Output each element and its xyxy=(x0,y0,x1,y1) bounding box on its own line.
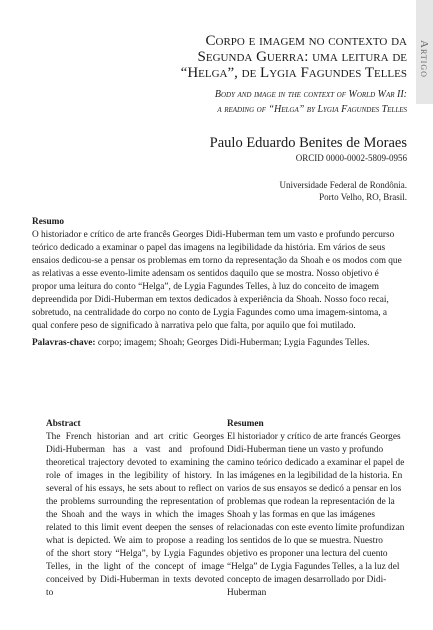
resumen-text: El historiador y crítico de arte francés Georges Didi-Huberman tiene un vasto y profundo camino teórico dedicado a examinar el papel de las imágenes en la legibilidad de la historia. En varios de sus ensayos se dedicó a pensar en los problemas que rodean la representación de la Shoah y las formas en que las imágenes relacionadas con este evento límite profundizan los sentidos de lo que se muestra. Nuestro objetivo es proponer una lectura del cuento “Helga” de Lygia Fagundes Telles, a la luz del concepto de imagen desarrollado por Didi-Huberman xyxy=(227,432,405,598)
keywords-text: corpo; imagem; Shoah; Georges Didi-Huberman; Lygia Fagundes Telles. xyxy=(95,338,370,348)
title-line: Corpo e imagem no contexto da xyxy=(205,33,407,49)
abstract-text: The French historian and art critic Georges Didi-Huberman has a vast and profound theoretical trajectory devoted to examining the role of images in the legibility of history. In several of his essays, he sets about to reflect on the problems surrounding the representation of the Shoah and the ways in which the images related to this limit event deepen the senses of what is depicted. We aim to propose a reading of the short story “Helga”, by Lygia Fagundes Telles, in the light of the concept of image conceived by Didi-Huberman in texts devoted to xyxy=(46,432,224,598)
article-title-english xyxy=(47,87,407,117)
article-section-label: Artigo xyxy=(418,40,430,78)
abstract-heading: Abstract xyxy=(46,419,81,429)
resumo-text: O historiador e crítico de arte francês Georges Didi-Huberman tem um vasto e profundo percurso teórico dedicado a examinar o papel das imagens na legibilidade da história. Em vários de seus ensaios dedicou-se a pensar os problemas em torno da representação da Shoah e os modos com que as relativas a esse evento-limite adensam os sentidos daquilo que se mostra. Nosso objetivo é propor uma leitura do conto “Helga”, de Lygia Fagundes Telles, à luz do conceito de imagem depreendida por Didi-Huberman em textos dedicados à experiência da Shoah. Nosso foco recai, sobretudo, na centralidade do corpo no conto de Lygia Fagundes como uma imagem-sintoma, a qual confere peso de significado à narrativa pelo que falta, por aquilo que foi mutilado. xyxy=(32,230,402,331)
keywords-label: Palavras-chave: xyxy=(32,338,96,348)
title-line: “Helga”, de Lygia Fagundes Telles xyxy=(180,65,407,81)
title-line: Segunda Guerra: uma leitura de xyxy=(197,49,407,65)
abstract-section xyxy=(46,418,224,600)
affiliation-line: Porto Velho, RO, Brasil. xyxy=(319,192,407,202)
author-name: Paulo Eduardo Benites de Moraes xyxy=(209,135,407,151)
title-line: Body and image in the context of World War II: xyxy=(214,89,407,100)
resumo-section xyxy=(32,216,403,350)
affiliation-line: Universidade Federal de Rondônia. xyxy=(279,180,407,190)
title-line: a reading of “Helga” by Lygia Fagundes Telles xyxy=(217,104,407,115)
resumen-heading: Resumen xyxy=(227,419,264,429)
article-title-portuguese xyxy=(47,33,407,81)
author-orcid: ORCID 0000-0002-5809-0956 xyxy=(295,153,407,163)
resumo-heading: Resumo xyxy=(32,217,65,227)
article-section-tab xyxy=(416,0,433,104)
keywords xyxy=(32,337,403,350)
author-affiliation xyxy=(280,179,407,203)
resumen-section xyxy=(227,418,405,600)
